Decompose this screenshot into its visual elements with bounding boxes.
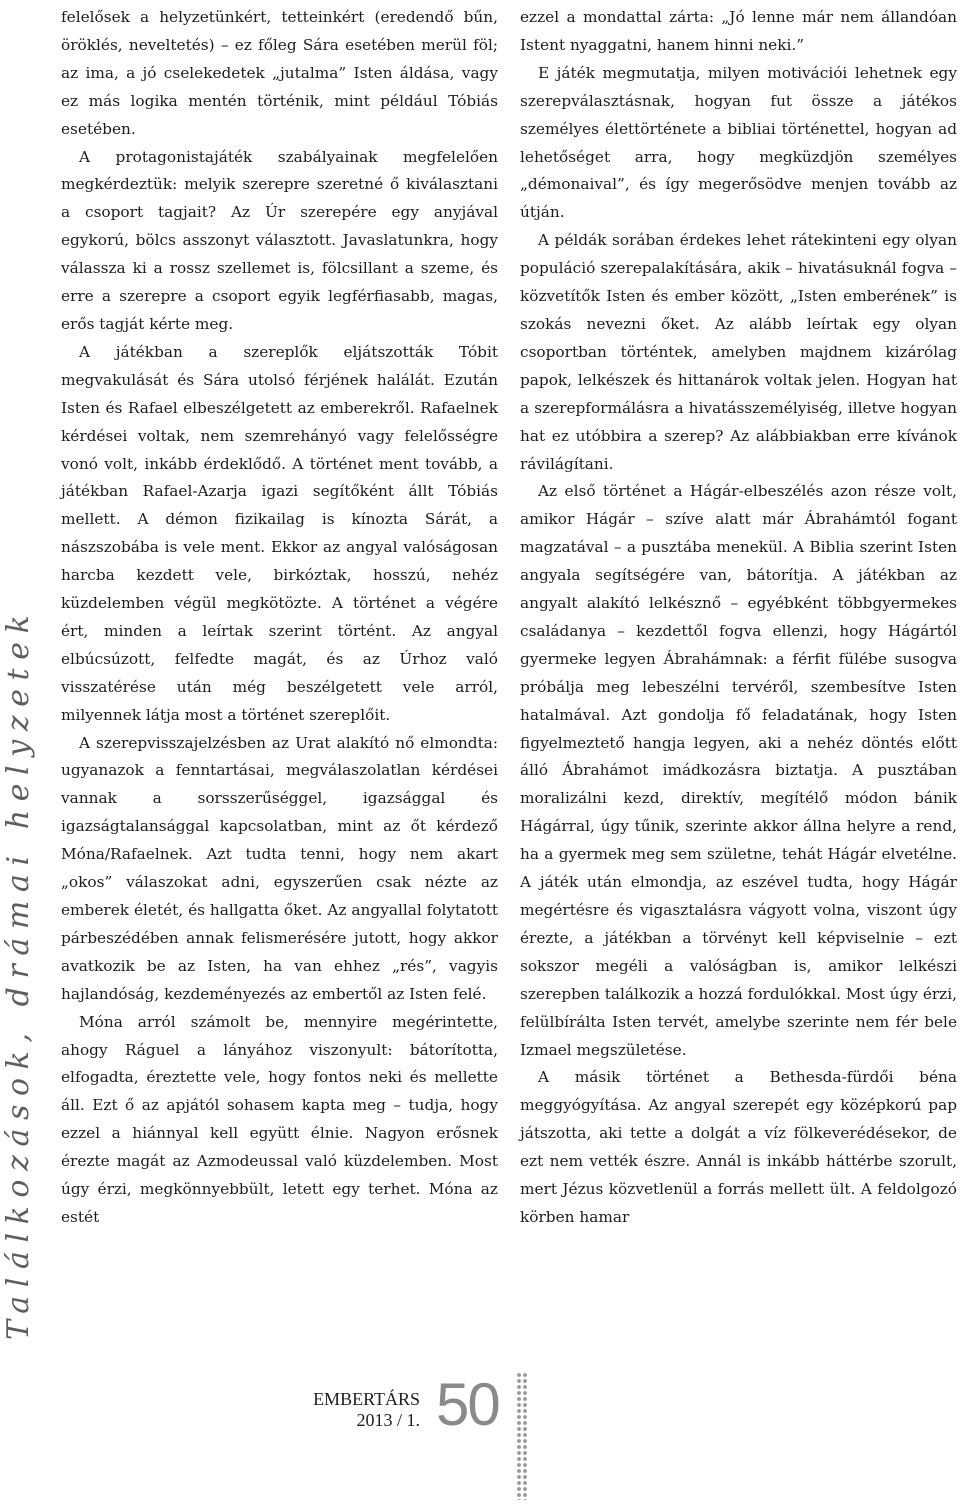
paragraph: E játék megmutatja, milyen motivációi lehetnek egy szerepválasztásnak, hogyan fut össze a játékos személyes élettörténete a bibliai történettel, hogyan ad lehetőséget arra, hogy megküzdjön személyes „démonaival”, és így megerősödve menjen tovább az útján. <box>520 63 957 222</box>
magazine-issue: 2013 / 1. <box>356 1410 420 1430</box>
magazine-name: EMBERTÁRS <box>313 1389 420 1409</box>
paragraph: A protagonistajáték szabályainak megfelelően megkérdeztük: melyik szerepre szeretné ő kiválasztani a csoport tagjait? Az Úr szerepére egy anyjával egykorú, bölcs asszonyt választott. Javaslatunkra, hogy válassza ki a rossz szellemet is, fölcsillant a szeme, és erre a szerepre a csoport egyik legférfiasabb, magas, erős tagját kérte meg. <box>61 147 498 333</box>
right-text-column <box>520 4 957 1232</box>
paragraph: felelősek a helyzetünkért, tetteinkért (eredendő bűn, öröklés, neveltetés) – ez főleg Sára esetében merül föl; az ima, a jó cselekedetek „jutalma” Isten áldása, vagy ez más logika mentén történik, mint például Tóbiás esetében. <box>61 8 498 138</box>
paragraph: Móna arról számolt be, mennyire megérintette, ahogy Ráguel a lányához viszonyult: bátorította, elfogadta, éreztette vele, hogy fontos neki és mellette áll. Ezt ő az apjától sohasem kapta meg – tudja, hogy ezzel a hiánnyal kell együtt élnie. Nagyon erősnek érezte magát az Azmodeussal való küzdelemben. Most úgy érzi, megkönnyebbült, letett egy terhet. Móna az estét <box>61 1012 498 1226</box>
section-title-vertical <box>0 0 48 1360</box>
paragraph: A példák sorában érdekes lehet rátekinteni egy olyan populáció szerepalakítására, akik – hivatásuknál fogva – közvetítők Isten és ember között, „Isten emberének” is szokás nevezni őket. Az alább leírtak egy olyan csoportban történtek, amelyben majdnem kizárólag papok, lelkészek és hittanárok voltak jelen. Hogyan hat a szerepformálásra a hivatásszemélyiség, illetve hogyan hat ez utóbbira a szerep? Az alábbiakban erre kívánok rávilágítani. <box>520 231 957 473</box>
page-number: 50 <box>436 1371 499 1438</box>
paragraph: A másik történet a Bethesda-fürdői béna meggyógyítása. Az angyal szerepét egy középkorú pap játszotta, aki tette a dolgát a víz fölkeverédésekor, de ezt nem vették észre. Annál is inkább háttérbe szorult, mert Jézus közvetlenül a forrás mellett ült. A feldolgozó körben hamar <box>520 1068 957 1226</box>
paragraph: A játékban a szereplők eljátszották Tóbit megvakulását és Sára utolsó férjének halálát. Ezután Isten és Rafael elbeszélgetett az emberekről. Rafaelnek kérdései voltak, nem szemrehányó vagy felelősségre vonó volt, inkább érdeklődő. A történet ment tovább, a játékban Rafael-Azarja igazi segítőként állt Tóbiás mellett. A démon fizikailag is kínozta Sárát, a nászszobába is vele ment. Ekkor az angyal valóságosan harcba kezdett vele, birkóztak, hosszú, nehéz küzdelemben végül megkötözte. A történet a végére ért, minden a leírtak szerint történt. Az angyal elbúcsúzott, felfedte magát, és az Úrhoz való visszatérése után még beszélgetett vele arról, milyennek látja most a történet szereplőit. <box>61 342 498 724</box>
left-text-column <box>61 4 498 1232</box>
decorative-dot-strip <box>516 1372 528 1500</box>
paragraph: Az első történet a Hágár-elbeszélés azon része volt, amikor Hágár – szíve alatt már Ábrahámtól fogant magzatával – a pusztába menekül. A Biblia szerint Isten angyala segítségére van, bátorítja. A játékban az angyalt alakító lelkésznő – egyébként többgyermekes családanya – kezdettől fogva ellenzi, hogy Hágártól gyermeke legyen Ábrahámnak: a férfit fülébe susogva próbálja meg lebeszélni tervéről, szembesítve Isten hatalmával. Azt gondolja fő feladatának, hogy Isten figyelmeztető hangja legyen, aki a nehéz döntés előtt álló Ábrahámot imádkozásra biztatja. A pusztában moralizálni kezd, direktív, megítélő módon bánik Hágárral, úgy tűnik, szerinte akkor állna helyre a rend, ha a gyermek meg sem születne, tehát Hágár elvetélne. A játék után elmondja, az eszével tudta, hogy Hágár megértésre és vigasztalásra vágyott volna, viszont úgy érezte, a játékban a törvényt kell képviselnie – ezt sokszor megéli a valóságban is, amikor lelkészi szerepben találkozik a hozzá fordulókkal. Most úgy érzi, felülbírálta Isten tervét, amelybe szerinte nem fér bele Izmael megszületése. <box>520 482 957 1059</box>
magazine-footer <box>306 1389 420 1431</box>
section-title-text: Találkozások, drámai helyzetek <box>1 606 36 1340</box>
paragraph: A szerepvisszajelzésben az Urat alakító nő elmondta: ugyanazok a fenntartásai, megválaszolatlan kérdései vannak a sorsszerűséggel, igazsággal és igazságtalansággal kapcsolatban, mint az őt kérdező Móna/Rafaelnek. Azt tudta tenni, hogy nem akart „okos” válaszokat adni, egyszerűen csak nézte az emberek életét, és hallgatta őket. Az angyallal folytatott párbeszédében annak felismerésére jutott, hogy akkor avatkozik be az Isten, ha van ehhez „rés”, vagyis hajlandóság, kezdeményezés az embertől az Isten felé. <box>61 733 498 1003</box>
paragraph: ezzel a mondattal zárta: „Jó lenne már nem állandóan Istent nyaggatni, hanem hinni neki.” <box>520 8 957 54</box>
